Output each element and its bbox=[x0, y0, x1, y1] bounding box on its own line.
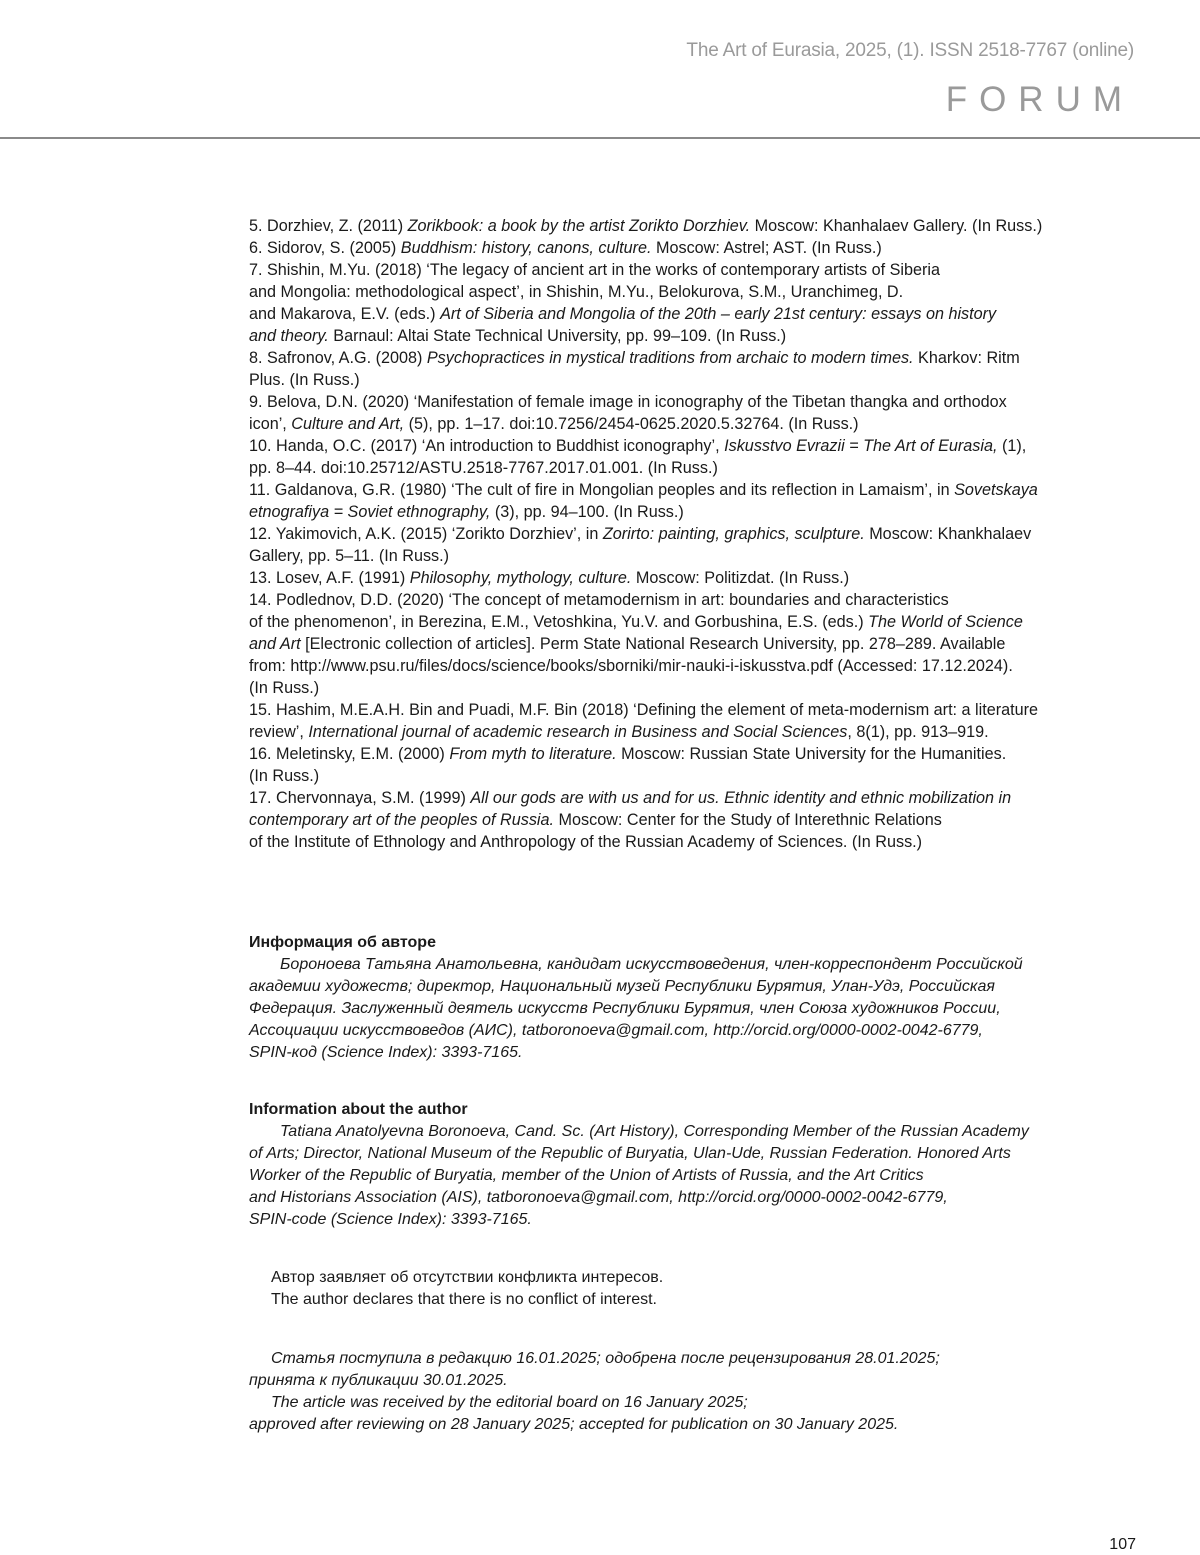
reference-item bbox=[249, 567, 1141, 589]
reference-text: 15. Hashim, M.E.A.H. Bin and Puadi, M.F. Bin (2018) ‘Defining the element of meta-modernism art: a literature bbox=[249, 701, 1039, 719]
reference-title: Zorirto: painting, graphics, sculpture. bbox=[602, 525, 865, 543]
reference-list bbox=[249, 215, 1141, 853]
reference-text: 14. Podlednov, D.D. (2020) ‘The concept of metamodernism in art: boundaries and characteristics bbox=[249, 591, 949, 609]
conflict-of-interest bbox=[249, 1267, 1141, 1311]
reference-text: and Mongolia: methodological aspect’, in Shishin, M.Yu., Belokurova, S.M., Uranchimeg, D. bbox=[249, 283, 904, 301]
reference-text: 16. Meletinsky, E.M. (2000) bbox=[249, 745, 450, 763]
reference-text: pp. 8–44. doi:10.25712/ASTU.2518-7767.2017.01.001. (In Russ.) bbox=[249, 459, 718, 477]
reference-text: Gallery, pp. 5–11. (In Russ.) bbox=[249, 547, 450, 565]
reference-item bbox=[249, 259, 1141, 347]
author-en-line: and Historians Association (AIS), tatboronoeva@gmail.com, http://orcid.org/0000-0002-0042-6779, bbox=[249, 1189, 948, 1206]
author-ru-line: академии художеств; директор, Национальный музей Республики Бурятия, Улан-Удэ, Российская bbox=[249, 978, 995, 995]
reference-text: Moscow: Center for the Study of Interethnic Relations bbox=[554, 811, 942, 829]
reference-title: Art of Siberia and Mongolia of the 20th – early 21st century: essays on history bbox=[440, 305, 997, 323]
reference-title: contemporary art of the peoples of Russia. bbox=[249, 811, 555, 829]
reference-text: Moscow: Russian State University for the Humanities. bbox=[616, 745, 1007, 763]
reference-item bbox=[249, 347, 1141, 391]
author-ru-line: Ассоциации искусствоведов (АИС), tatboronoeva@gmail.com, http://orcid.org/0000-0002-0042-6779, bbox=[249, 1022, 983, 1039]
reference-text: Moscow: Khankhalaev bbox=[864, 525, 1032, 543]
reference-title: Philosophy, mythology, culture. bbox=[409, 569, 632, 587]
author-en-line: Tatiana Anatolyevna Boronoeva, Cand. Sc. (Art History), Corresponding Member of the Russian Academy bbox=[280, 1123, 1029, 1140]
author-en-line: of Arts; Director, National Museum of the Republic of Buryatia, Ulan-Ude, Russian Federation. Honored Arts bbox=[249, 1145, 1011, 1162]
author-en-line: SPIN-code (Science Index): 3393-7165. bbox=[249, 1211, 532, 1228]
reference-item bbox=[249, 743, 1141, 787]
dates-ru bbox=[249, 1348, 1141, 1392]
reference-text: (1), bbox=[997, 437, 1027, 455]
header-divider bbox=[0, 137, 1200, 139]
reference-text: Moscow: Politizdat. (In Russ.) bbox=[631, 569, 850, 587]
reference-text: 10. Handa, O.C. (2017) ‘An introduction to Buddhist iconography’, bbox=[249, 437, 725, 455]
reference-text: 9. Belova, D.N. (2020) ‘Manifestation of female image in iconography of the Tibetan thangka and orthodox bbox=[249, 393, 1007, 411]
dates-en bbox=[249, 1392, 1141, 1436]
reference-text: (3), pp. 94–100. (In Russ.) bbox=[490, 503, 684, 521]
dates-ru-line: Статья поступила в редакцию 16.01.2025; одобрена после рецензирования 28.01.2025; bbox=[271, 1350, 940, 1367]
reference-title: Zorikbook: a book by the artist Zorikto Dorzhiev. bbox=[407, 217, 751, 235]
reference-item bbox=[249, 391, 1141, 435]
reference-text: (In Russ.) bbox=[249, 679, 320, 697]
author-info-ru-heading: Информация об авторе bbox=[249, 934, 436, 951]
reference-text: (In Russ.) bbox=[249, 767, 320, 785]
reference-text: and Makarova, E.V. (eds.) bbox=[249, 305, 441, 323]
reference-text: of the phenomenon’, in Berezina, E.M., Vetoshkina, Yu.V. and Gorbushina, E.S. (eds.) bbox=[249, 613, 869, 631]
reference-item bbox=[249, 435, 1141, 479]
dates-en-line: approved after reviewing on 28 January 2025; accepted for publication on 30 January 2025. bbox=[249, 1416, 899, 1433]
author-info-en bbox=[249, 1099, 1141, 1231]
reference-title: Sovetskaya bbox=[954, 481, 1038, 499]
reference-item bbox=[249, 215, 1141, 237]
reference-title: International journal of academic research in Business and Social Sciences bbox=[308, 723, 848, 741]
reference-item bbox=[249, 479, 1141, 523]
conflict-statement-ru: Автор заявляет об отсутствии конфликта интересов. bbox=[271, 1269, 664, 1286]
page-number: 107 bbox=[1109, 1536, 1136, 1553]
reference-text: icon’, bbox=[249, 415, 292, 433]
article-dates bbox=[249, 1348, 1141, 1436]
reference-text: 6. Sidorov, S. (2005) bbox=[249, 239, 401, 257]
reference-title: All our gods are with us and for us. Ethnic identity and ethnic mobilization in bbox=[470, 789, 1012, 807]
reference-text: [Electronic collection of articles]. Perm State National Research University, pp. 278–289. Available bbox=[300, 635, 1006, 653]
reference-text: 8. Safronov, A.G. (2008) bbox=[249, 349, 427, 367]
journal-citation: The Art of Eurasia, 2025, (1). ISSN 2518-7767 (online) bbox=[686, 40, 1134, 61]
reference-text: 12. Yakimovich, A.K. (2015) ‘Zorikto Dorzhiev’, in bbox=[249, 525, 603, 543]
reference-text: Barnaul: Altai State Technical University, pp. 99–109. (In Russ.) bbox=[328, 327, 787, 345]
author-ru-line: Бороноева Татьяна Анатольевна, кандидат искусствоведения, член-корреспондент Российской bbox=[280, 956, 1023, 973]
author-ru-line: SPIN-код (Science Index): 3393-7165. bbox=[249, 1044, 523, 1061]
reference-item bbox=[249, 699, 1141, 743]
reference-item bbox=[249, 237, 1141, 259]
author-info-ru bbox=[249, 932, 1141, 1064]
reference-title: and theory. bbox=[249, 327, 329, 345]
reference-item bbox=[249, 787, 1141, 853]
reference-text: of the Institute of Ethnology and Anthropology of the Russian Academy of Sciences. (In Russ.) bbox=[249, 833, 923, 851]
reference-text: 7. Shishin, M.Yu. (2018) ‘The legacy of ancient art in the works of contemporary artists of Siberia bbox=[249, 261, 940, 279]
reference-item bbox=[249, 523, 1141, 567]
reference-text: Kharkov: Ritm bbox=[913, 349, 1020, 367]
author-ru-line: Федерация. Заслуженный деятель искусств Республики Бурятия, член Союза художников России, bbox=[249, 1000, 1001, 1017]
reference-title: Culture and Art, bbox=[291, 415, 405, 433]
reference-title: and Art bbox=[249, 635, 301, 653]
reference-item bbox=[249, 589, 1141, 699]
reference-text: Moscow: Astrel; AST. (In Russ.) bbox=[651, 239, 882, 257]
reference-text: 13. Losev, A.F. (1991) bbox=[249, 569, 410, 587]
author-info-ru-text bbox=[249, 954, 1141, 1064]
reference-text: (5), pp. 1–17. doi:10.7256/2454-0625.2020.5.32764. (In Russ.) bbox=[404, 415, 859, 433]
reference-title: From myth to literature. bbox=[449, 745, 617, 763]
reference-text: 17. Chervonnaya, S.M. (1999) bbox=[249, 789, 471, 807]
reference-title: etnografiya = Soviet ethnography, bbox=[249, 503, 491, 521]
dates-en-line: The article was received by the editorial board on 16 January 2025; bbox=[271, 1394, 748, 1411]
reference-title: Iskusstvo Evrazii = The Art of Eurasia, bbox=[724, 437, 998, 455]
reference-text: from: http://www.psu.ru/files/docs/science/books/sborniki/mir-nauki-i-iskusstva.pdf (Accessed: 17.12.2024). bbox=[249, 657, 1013, 675]
reference-text: , 8(1), pp. 913–919. bbox=[847, 723, 989, 741]
reference-title: The World of Science bbox=[868, 613, 1023, 631]
reference-title: Psychopractices in mystical traditions from archaic to modern times. bbox=[426, 349, 914, 367]
dates-ru-line: принята к публикации 30.01.2025. bbox=[249, 1372, 508, 1389]
conflict-statement-en: The author declares that there is no conflict of interest. bbox=[271, 1291, 657, 1308]
author-en-line: Worker of the Republic of Buryatia, member of the Union of Artists of Russia, and the Art Critics bbox=[249, 1167, 924, 1184]
reference-title: Buddhism: history, canons, culture. bbox=[400, 239, 652, 257]
reference-text: Plus. (In Russ.) bbox=[249, 371, 360, 389]
reference-text: review’, bbox=[249, 723, 309, 741]
author-info-en-heading: Information about the author bbox=[249, 1101, 468, 1118]
section-title: FORUM bbox=[945, 80, 1134, 119]
reference-text: 5. Dorzhiev, Z. (2011) bbox=[249, 217, 408, 235]
reference-text: 11. Galdanova, G.R. (1980) ‘The cult of fire in Mongolian peoples and its reflection in Lamaism’, in bbox=[249, 481, 955, 499]
reference-text: Moscow: Khanhalaev Gallery. (In Russ.) bbox=[750, 217, 1043, 235]
author-info-en-text bbox=[249, 1121, 1141, 1231]
